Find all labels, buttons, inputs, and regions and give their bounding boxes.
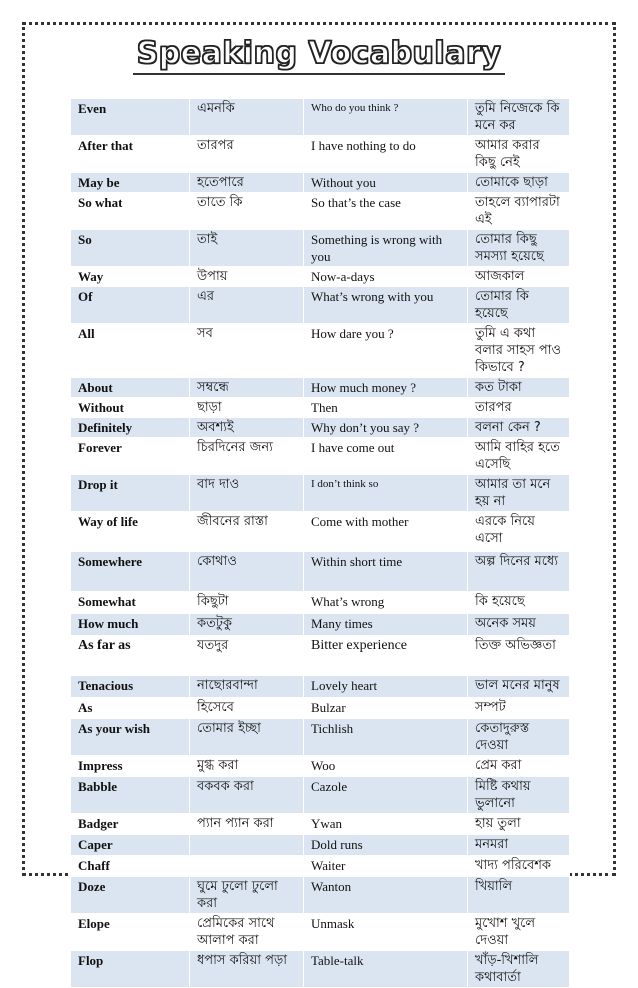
table-row	[71, 173, 570, 193]
vocab-word: Tenacious	[71, 676, 190, 698]
table-row	[71, 856, 570, 877]
vocab-phrase: Wanton	[304, 877, 468, 914]
vocab-word-bangla: সম্বন্ধে	[190, 378, 304, 398]
vocab-word: So what	[71, 193, 190, 230]
vocab-phrase-bangla: আমি বাহির হতে এসেছি	[468, 438, 570, 475]
vocab-word-bangla	[190, 856, 304, 877]
vocab-phrase: How dare you ?	[304, 324, 468, 378]
table-row	[71, 951, 570, 988]
vocab-phrase-bangla: প্রেম করা	[468, 756, 570, 777]
vocab-word: How much	[71, 614, 190, 636]
vocab-word: Of	[71, 287, 190, 324]
vocab-word-bangla: ধপাস করিয়া পড়া	[190, 951, 304, 988]
table-row	[71, 777, 570, 814]
vocab-phrase: Come with mother	[304, 512, 468, 552]
table-row	[71, 99, 570, 136]
vocab-phrase-bangla: আমার তা মনে হয় না	[468, 475, 570, 512]
vocab-phrase: So that’s the case	[304, 193, 468, 230]
vocab-phrase-bangla: তুমি এ কথা বলার সাহস পাও কিভাবে ?	[468, 324, 570, 378]
vocabulary-table-body	[71, 99, 570, 988]
vocab-phrase: Why don’t you say ?	[304, 418, 468, 438]
vocab-word-bangla: তারপর	[190, 136, 304, 173]
vocab-word-bangla: হতেপারে	[190, 173, 304, 193]
vocab-phrase: Woo	[304, 756, 468, 777]
title-container	[0, 36, 638, 75]
vocab-word: Way	[71, 267, 190, 287]
vocab-word: As your wish	[71, 719, 190, 756]
vocab-phrase-bangla: আজকাল	[468, 267, 570, 287]
vocab-word: After that	[71, 136, 190, 173]
vocab-phrase: Now-a-days	[304, 267, 468, 287]
vocab-phrase: Cazole	[304, 777, 468, 814]
vocab-phrase: Something is wrong with you	[304, 230, 468, 267]
vocabulary-table	[70, 98, 570, 988]
table-row	[71, 438, 570, 475]
vocab-phrase: Bitter experience	[304, 636, 468, 676]
vocab-phrase-bangla: তোমাকে ছাড়া	[468, 173, 570, 193]
table-row	[71, 614, 570, 636]
table-row	[71, 512, 570, 552]
vocab-phrase: Without you	[304, 173, 468, 193]
vocab-phrase-bangla: অল্প দিনের মধ্যে	[468, 552, 570, 592]
table-row	[71, 193, 570, 230]
vocab-phrase-bangla: হায় তুলা	[468, 814, 570, 835]
vocab-word: Drop it	[71, 475, 190, 512]
vocab-word: Definitely	[71, 418, 190, 438]
vocab-word: So	[71, 230, 190, 267]
vocab-word: Somewhere	[71, 552, 190, 592]
table-row	[71, 914, 570, 951]
vocab-word: All	[71, 324, 190, 378]
vocab-phrase-bangla: মুখোশ খুলে দেওয়া	[468, 914, 570, 951]
vocab-word: Impress	[71, 756, 190, 777]
vocab-phrase: I have nothing to do	[304, 136, 468, 173]
table-row	[71, 636, 570, 676]
table-row	[71, 287, 570, 324]
vocab-word: Elope	[71, 914, 190, 951]
vocab-word-bangla: নাছোরবান্দা	[190, 676, 304, 698]
vocab-phrase-bangla: তারপর	[468, 398, 570, 418]
vocab-word-bangla: হিসেবে	[190, 698, 304, 719]
vocab-phrase-bangla: ভাল মনের মানুষ	[468, 676, 570, 698]
vocab-phrase: Tichlish	[304, 719, 468, 756]
vocab-word-bangla: কতটুকু	[190, 614, 304, 636]
vocab-phrase: I don’t think so	[304, 475, 468, 512]
table-row	[71, 592, 570, 614]
vocab-word: Way of life	[71, 512, 190, 552]
page-title: Speaking Vocabulary	[133, 36, 506, 75]
vocab-word-bangla: তাই	[190, 230, 304, 267]
vocab-word: Caper	[71, 835, 190, 856]
vocab-phrase: Bulzar	[304, 698, 468, 719]
table-row	[71, 698, 570, 719]
vocab-word: Without	[71, 398, 190, 418]
vocab-phrase-bangla: খাঁড়-খিশালি কথাবার্তা	[468, 951, 570, 988]
table-row	[71, 835, 570, 856]
vocab-phrase-bangla: কি হয়েছে	[468, 592, 570, 614]
vocab-phrase: Who do you think ?	[304, 99, 468, 136]
vocab-word-bangla: যতদুর	[190, 636, 304, 676]
vocab-word: Flop	[71, 951, 190, 988]
vocab-word-bangla: কোথাও	[190, 552, 304, 592]
vocab-phrase-bangla: আমার করার কিছু নেই	[468, 136, 570, 173]
table-row	[71, 552, 570, 592]
vocab-word: May be	[71, 173, 190, 193]
vocab-phrase: How much money ?	[304, 378, 468, 398]
vocab-phrase: Dold runs	[304, 835, 468, 856]
table-row	[71, 136, 570, 173]
vocab-phrase-bangla: মিষ্টি কথায় ভুলানো	[468, 777, 570, 814]
vocab-phrase-bangla: তোমার কিছু সমস্যা হয়েছে	[468, 230, 570, 267]
vocab-phrase-bangla: তোমার কি হয়েছে	[468, 287, 570, 324]
vocab-word-bangla: জীবনের রাস্তা	[190, 512, 304, 552]
vocab-phrase-bangla: বলনা কেন ?	[468, 418, 570, 438]
table-row	[71, 398, 570, 418]
vocab-word-bangla: প্যান প্যান করা	[190, 814, 304, 835]
vocab-word-bangla: তাতে কি	[190, 193, 304, 230]
vocab-word-bangla: বাদ দাও	[190, 475, 304, 512]
vocab-word-bangla: এর	[190, 287, 304, 324]
vocab-phrase: Within short time	[304, 552, 468, 592]
vocab-phrase: I have come out	[304, 438, 468, 475]
table-row	[71, 676, 570, 698]
vocab-phrase-bangla: মনমরা	[468, 835, 570, 856]
vocab-phrase: Unmask	[304, 914, 468, 951]
table-row	[71, 719, 570, 756]
vocab-phrase-bangla: তাহলে ব্যাপারটা এই	[468, 193, 570, 230]
table-row	[71, 814, 570, 835]
vocab-word: Somewhat	[71, 592, 190, 614]
vocab-phrase: Then	[304, 398, 468, 418]
vocab-phrase: What’s wrong with you	[304, 287, 468, 324]
vocab-word: Even	[71, 99, 190, 136]
vocab-phrase: Waiter	[304, 856, 468, 877]
vocab-phrase: Many times	[304, 614, 468, 636]
table-row	[71, 877, 570, 914]
vocab-word: Forever	[71, 438, 190, 475]
vocab-word-bangla: বকবক করা	[190, 777, 304, 814]
vocab-word: As	[71, 698, 190, 719]
vocab-word: As far as	[71, 636, 190, 676]
vocab-phrase: Table-talk	[304, 951, 468, 988]
vocab-phrase-bangla: তুমি নিজেকে কি মনে কর	[468, 99, 570, 136]
vocab-word: Chaff	[71, 856, 190, 877]
vocab-word-bangla: তোমার ইচ্ছা	[190, 719, 304, 756]
vocab-word: About	[71, 378, 190, 398]
vocab-word: Badger	[71, 814, 190, 835]
vocab-word-bangla	[190, 835, 304, 856]
vocab-word-bangla: প্রেমিকের সাথে আলাপ করা	[190, 914, 304, 951]
table-row	[71, 230, 570, 267]
vocab-word-bangla: মুগ্ধ করা	[190, 756, 304, 777]
vocab-word-bangla: অবশ্যই	[190, 418, 304, 438]
vocab-phrase-bangla: তিক্ত অভিজ্ঞতা	[468, 636, 570, 676]
vocab-word: Babble	[71, 777, 190, 814]
vocab-phrase-bangla: কত টাকা	[468, 378, 570, 398]
table-row	[71, 418, 570, 438]
vocab-word-bangla: ছাড়া	[190, 398, 304, 418]
vocab-word-bangla: চিরদিনের জন্য	[190, 438, 304, 475]
vocab-word-bangla: এমনকি	[190, 99, 304, 136]
vocab-phrase: Ywan	[304, 814, 468, 835]
vocab-phrase-bangla: অনেক সময়	[468, 614, 570, 636]
table-row	[71, 267, 570, 287]
table-row	[71, 378, 570, 398]
table-row	[71, 756, 570, 777]
vocab-phrase-bangla: সম্পট	[468, 698, 570, 719]
vocab-word-bangla: ঘুমে ঢুলো ঢুলো করা	[190, 877, 304, 914]
vocab-phrase-bangla: এরকে নিয়ে এসো	[468, 512, 570, 552]
vocab-phrase: Lovely heart	[304, 676, 468, 698]
vocab-phrase-bangla: খিয়ালি	[468, 877, 570, 914]
vocab-phrase: What’s wrong	[304, 592, 468, 614]
table-row	[71, 324, 570, 378]
vocab-phrase-bangla: কেতাদুরুস্ত দেওয়া	[468, 719, 570, 756]
vocab-word-bangla: কিছুটা	[190, 592, 304, 614]
vocab-word: Doze	[71, 877, 190, 914]
vocab-word-bangla: সব	[190, 324, 304, 378]
vocab-phrase-bangla: খাদ্য পরিবেশক	[468, 856, 570, 877]
table-row	[71, 475, 570, 512]
vocab-word-bangla: উপায়	[190, 267, 304, 287]
